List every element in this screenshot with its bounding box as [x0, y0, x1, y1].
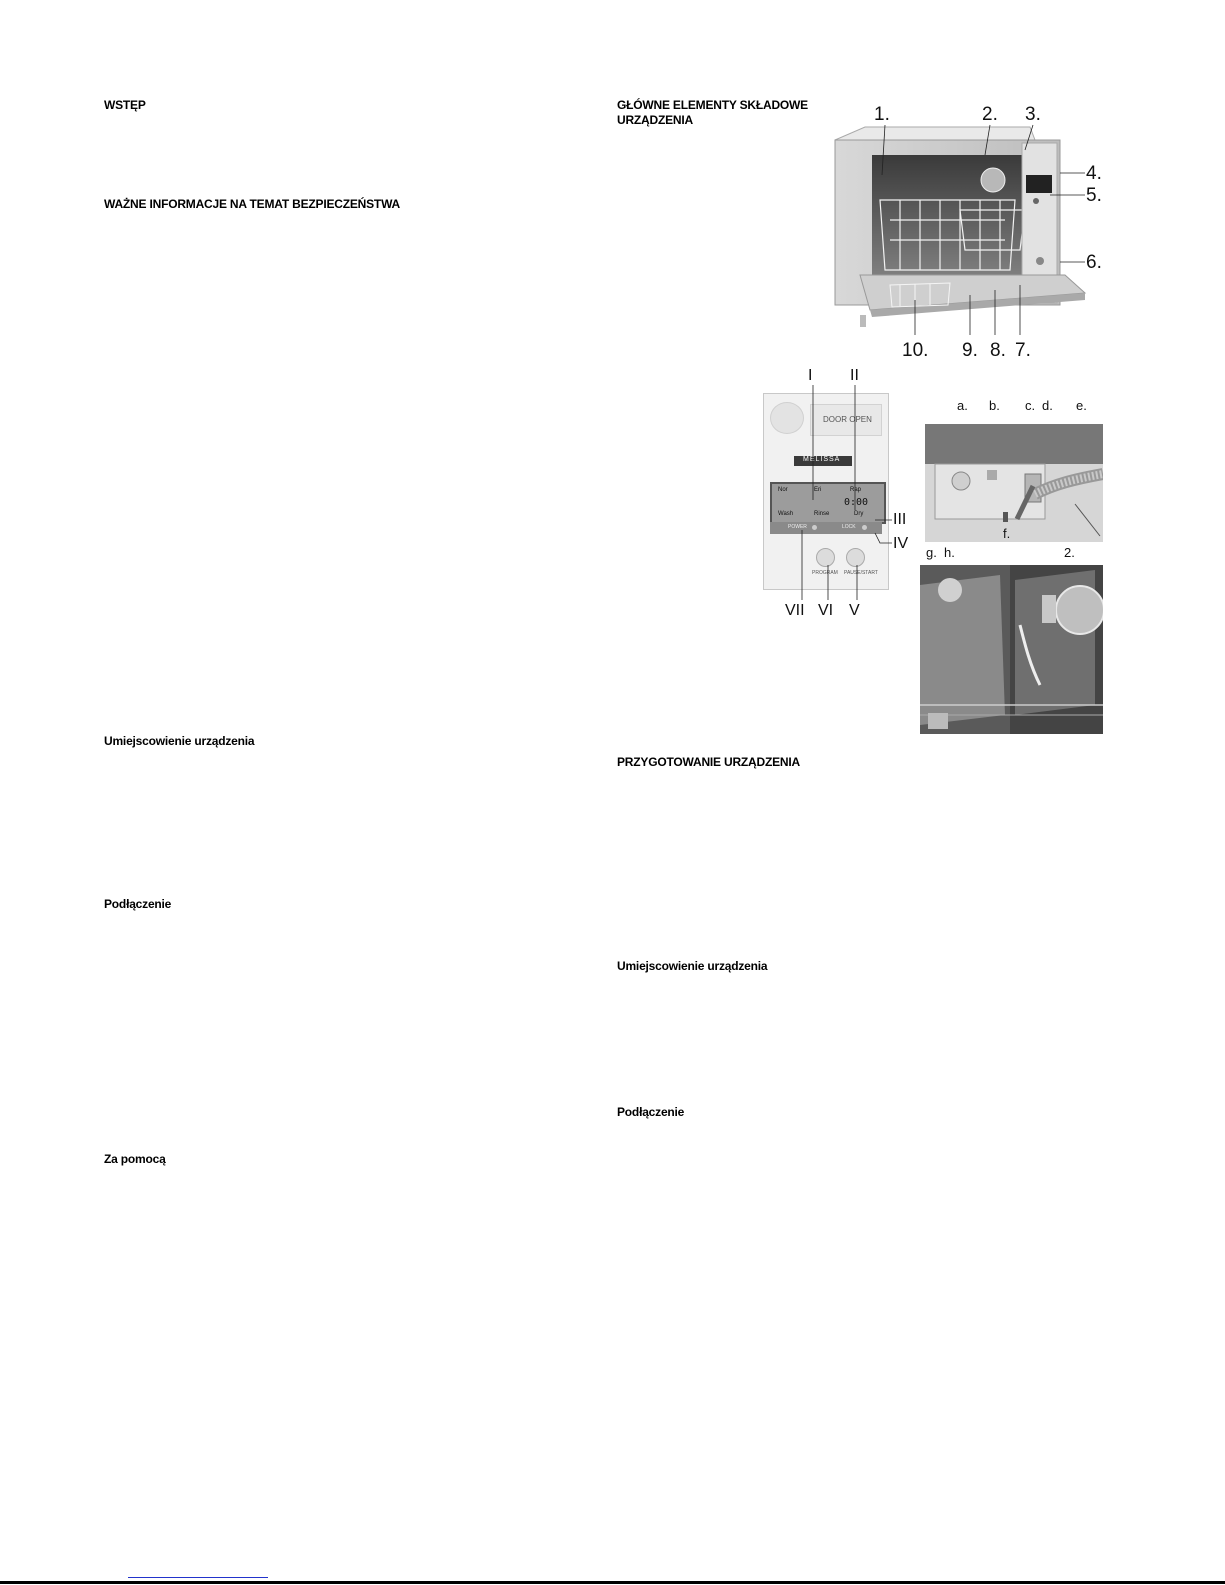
brand-text: MELISSA: [803, 456, 841, 463]
power-label: POWER: [788, 524, 807, 530]
components-heading-line1: GŁÓWNE ELEMENTY SKŁADOWE: [617, 98, 808, 112]
preparation-heading: PRZYGOTOWANIE URZĄDZENIA: [617, 755, 800, 769]
callout-c: c.: [1025, 398, 1036, 413]
footnote-link-underline: [128, 1577, 268, 1578]
using-heading: Za pomocą: [104, 1152, 166, 1166]
main-callout-lines: [860, 110, 1110, 350]
safety-heading: WAŻNE INFORMACJE NA TEMAT BEZPIECZEŃSTWA: [104, 197, 400, 211]
callout-8: 8.: [990, 340, 1006, 361]
intro-heading: WSTĘP: [104, 98, 146, 112]
callout-h: h.: [944, 545, 955, 560]
door-open-text: DOOR OPEN: [823, 415, 872, 424]
callout-e: e.: [1076, 398, 1087, 413]
callout-7: 7.: [1015, 340, 1031, 361]
callout-10: 10.: [902, 340, 929, 361]
callout-a: a.: [957, 398, 968, 413]
callout-6: 6.: [1086, 252, 1102, 273]
display-time: 0:00: [844, 497, 869, 508]
interior-illustration: [920, 565, 1103, 734]
connection-heading-right: Podłączenie: [617, 1105, 685, 1119]
callout-2-interior: 2.: [1064, 545, 1075, 560]
connection-heading-left: Podłączenie: [104, 897, 172, 911]
panel-callout-lines: [780, 385, 900, 605]
placement-heading-right: Umiejscowienie urządzenia: [617, 959, 768, 973]
callout-I: I: [808, 367, 813, 384]
callout-V: V: [849, 602, 860, 619]
display-word-dry: Dry: [854, 511, 864, 517]
callout-VII: VII: [785, 602, 805, 619]
callout-f: f.: [1003, 526, 1011, 541]
display-word-rinse: Rinse: [814, 511, 830, 517]
program-button-label: PROGRAM: [812, 570, 838, 576]
display-word-nor: Nor: [778, 487, 788, 493]
callout-IV: IV: [893, 535, 909, 552]
lock-label: LOCK: [842, 524, 856, 530]
placement-heading-left: Umiejscowienie urządzenia: [104, 734, 255, 748]
display-word-rap: Rap: [850, 487, 862, 493]
callout-5: 5.: [1086, 185, 1102, 206]
callout-9: 9.: [962, 340, 978, 361]
components-heading-line2: URZĄDZENIA: [617, 113, 693, 127]
callout-d: d.: [1042, 398, 1053, 413]
callout-1: 1.: [874, 104, 890, 125]
back-view-illustration: [925, 424, 1103, 542]
display-word-eri: Eri: [814, 487, 822, 493]
display-word-wash: Wash: [778, 511, 794, 517]
callout-VI: VI: [818, 602, 834, 619]
page-bottom-edge: [0, 1581, 1225, 1584]
back-view-photo: [925, 424, 1103, 542]
callout-II: II: [850, 367, 859, 384]
callout-2: 2.: [982, 104, 998, 125]
interior-photo: [920, 565, 1103, 734]
callout-III: III: [893, 511, 907, 528]
pause-start-button-label: PAUSE/START: [844, 570, 878, 576]
callout-g: g.: [926, 545, 937, 560]
callout-3: 3.: [1025, 104, 1041, 125]
callout-4: 4.: [1086, 163, 1102, 184]
callout-b: b.: [989, 398, 1000, 413]
